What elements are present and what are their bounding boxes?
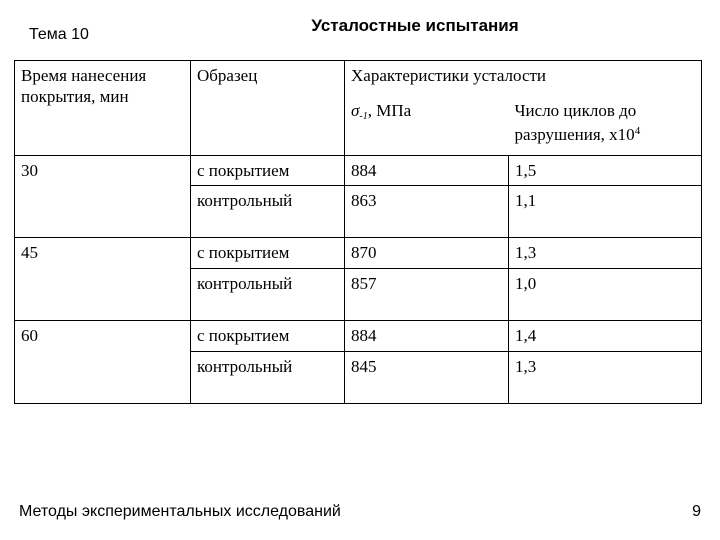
slide-title: Усталостные испытания xyxy=(311,16,519,35)
time-cell-span xyxy=(15,352,191,404)
sample-cell: контрольный xyxy=(191,269,345,321)
time-cell-span xyxy=(15,269,191,321)
sample-cell: с покрытием xyxy=(191,321,345,352)
sigma-cell: 863 xyxy=(345,186,509,238)
time-cell-span xyxy=(15,186,191,238)
sample-cell: контрольный xyxy=(191,352,345,404)
cycles-cell: 1,1 xyxy=(509,186,702,238)
sigma-cell: 857 xyxy=(345,269,509,321)
time-cell: 45 xyxy=(15,238,191,269)
time-cell: 30 xyxy=(15,156,191,186)
cycles-text: Число циклов до разрушения, х10 xyxy=(514,100,637,144)
sample-cell: с покрытием xyxy=(191,156,345,186)
page-number: 9 xyxy=(692,503,701,520)
fatigue-results-table xyxy=(14,60,702,404)
header-sample: Образец xyxy=(191,61,345,156)
sample-cell: с покрытием xyxy=(191,238,345,269)
sigma-cell: 884 xyxy=(345,156,509,186)
sigma-unit: , МПа xyxy=(367,100,412,120)
cycles-exponent: 4 xyxy=(634,124,641,137)
sigma-cell: 870 xyxy=(345,238,509,269)
header-cycles xyxy=(509,96,702,156)
cycles-cell: 1,3 xyxy=(509,238,702,269)
footer-text: Методы экспериментальных исследований xyxy=(19,503,341,520)
cycles-cell: 1,5 xyxy=(509,156,702,186)
sigma-cell: 884 xyxy=(345,321,509,352)
header-sigma xyxy=(345,96,509,156)
header-time: Время нанесения покрытия, мин xyxy=(15,61,191,156)
header-characteristics: Характеристики усталости xyxy=(345,61,702,96)
cycles-cell: 1,3 xyxy=(509,352,702,404)
sample-cell: контрольный xyxy=(191,186,345,238)
sigma-subscript: -1 xyxy=(359,110,368,122)
sigma-symbol: σ xyxy=(351,100,360,120)
cycles-cell: 1,4 xyxy=(509,321,702,352)
topic-label: Тема 10 xyxy=(29,26,89,43)
sigma-cell: 845 xyxy=(345,352,509,404)
cycles-cell: 1,0 xyxy=(509,269,702,321)
time-cell: 60 xyxy=(15,321,191,352)
